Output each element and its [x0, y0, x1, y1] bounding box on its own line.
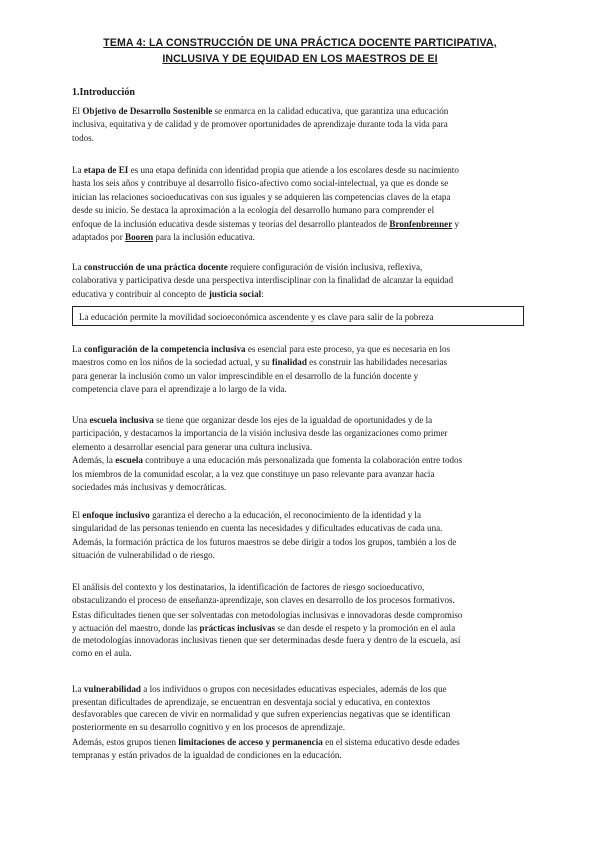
paragraph-etapa-ei: La etapa de EI es una etapa definida con identidad propia que atiende a los escolares desde su nacimiento hasta los seis años y contribuye al desarrollo físico-afectivo como social-intelectual, ya que es donde se inician las relaciones socioeducativas con sus iguales y se adquieren las competencias claves de la etapa desde su inicio. Se destaca la aproximación a la ecología del desarrollo humano para comprender el enfoque de la inclusión educativa desde sistemas y teorías del desarrollo planteados de Bronfenbrenner y adaptados por Booren para la inclusión educativa.	[72, 165, 460, 242]
title-line-1: TEMA 4: LA CONSTRUCCIÓN DE UNA PRÁCTICA DOCENTE PARTICIPATIVA,	[103, 37, 497, 49]
paragraph-escuela-inclusiva: Una escuela inclusiva se tiene que organizar desde los ejes de la igualdad de oportunidades y de la participación, y destacamos la importancia de la visión inclusiva desde las organizaciones como primer elemento a desarrollar esencial para generar una cultura inclusiva. Además, la escuela contribuye a una educación más personalizada que fomenta la colaboración entre todos los miembros de la comunidad escolar, a la vez que constituye un paso relevante para avanzar hacia sociedades más inclusivas y democráticas.	[72, 415, 463, 492]
bold-term: Objetivo de Desarrollo Sostenible	[82, 106, 213, 116]
bold-term: construcción de una práctica docente	[83, 262, 228, 272]
document-title	[40, 36, 560, 67]
bold-term: finalidad	[272, 357, 307, 368]
paragraph-competencia-inclusiva: La configuración de la competencia inclusiva es esencial para este proceso, ya que es necesaria en los maestros como en los niños de la sociedad actual, y su finalidad es construir las habilidades necesarias para generar la inclusión como un valor imprescindible en el desarrollo de la función docente y competencia clave para el aprendizaje a lo largo de la vida.	[72, 344, 451, 395]
paragraph-analisis-contexto: El análisis del contexto y los destinatarios, la identificación de factores de riesgo socioeducativo, obstaculizando el proceso de enseñanza-aprendizaje, son claves en desarrollo de los procesos formativos. Estas dificultades tienen que ser solventadas con metodologías inclusivas e innovadoras desde compromiso y actuación del maestro, donde las prácticas inclusivas se dan desde el respeto y la promoción en el aula de metodologías innovadoras inclusivas tienen que ser determinadas desde fuera y dentro de la escuela, así como en el aula.	[72, 582, 463, 658]
paragraph-enfoque-inclusivo: El enfoque inclusivo garantiza el derecho a la educación, el reconocimiento de la identidad y la singularidad de las personas teniendo en cuenta las necesidades y dificultades educativas de cada una. Además, la formación práctica de los futuros maestros se debe dirigir a todos los grupos, también a los de situación de vulnerabilidad o de riesgo.	[72, 510, 457, 561]
author-name: Bronfenbrenner	[389, 218, 453, 229]
bold-term: prácticas inclusivas	[199, 622, 276, 633]
bold-term: etapa de EI	[83, 165, 129, 175]
bold-term: vulnerabilidad	[83, 684, 141, 694]
bold-term: justicia social	[208, 288, 262, 299]
paragraph-vulnerabilidad: La vulnerabilidad a los individuos o grupos con necesidades educativas especiales, además de los que presentan dificultades de aprendizaje, se encuentran en desventaja social y educativa, en contextos desfavorables que carecen de vivir en normalidad y que sufren experiencias negativas que se identifican posteriormente en su desarrollo cognitivo y en los procesos de aprendizaje. Además, estos grupos tienen limitaciones de acceso y permanencia en el sistema educativo desde edades tempranas y están privados de la igualdad de condiciones en la educación.	[72, 684, 460, 760]
bold-term: configuración de la competencia inclusiva	[83, 344, 246, 354]
paragraph-practica-docente: La construcción de una práctica docente requiere configuración de visión inclusiva, reflexiva, colaborativa y participativa desde una perspectiva interdisciplinar con la finalidad de alcanzar la equidad educativa y contribuir al concepto de justicia social:	[72, 262, 454, 299]
paragraph-ods: El Objetivo de Desarrollo Sostenible se enmarca en la calidad educativa, que garantiza una educación inclusiva, equitativa y de calidad y de promover oportunidades de aprendizaje durante toda la vida para todos.	[72, 106, 449, 143]
bold-term: limitaciones de acceso y permanencia	[178, 737, 323, 748]
bold-term: escuela	[115, 455, 143, 466]
author-name: Booren	[125, 231, 154, 242]
bold-term: enfoque inclusivo	[82, 510, 150, 520]
section-heading: 1.Introducción	[72, 87, 135, 98]
bold-term: escuela inclusiva	[89, 415, 154, 425]
quote-box: La educación permite la movilidad socioeconómica ascendente y es clave para salir de la pobreza	[72, 306, 524, 326]
title-line-2: INCLUSIVA Y DE EQUIDAD EN LOS MAESTROS DE EI	[162, 52, 438, 65]
